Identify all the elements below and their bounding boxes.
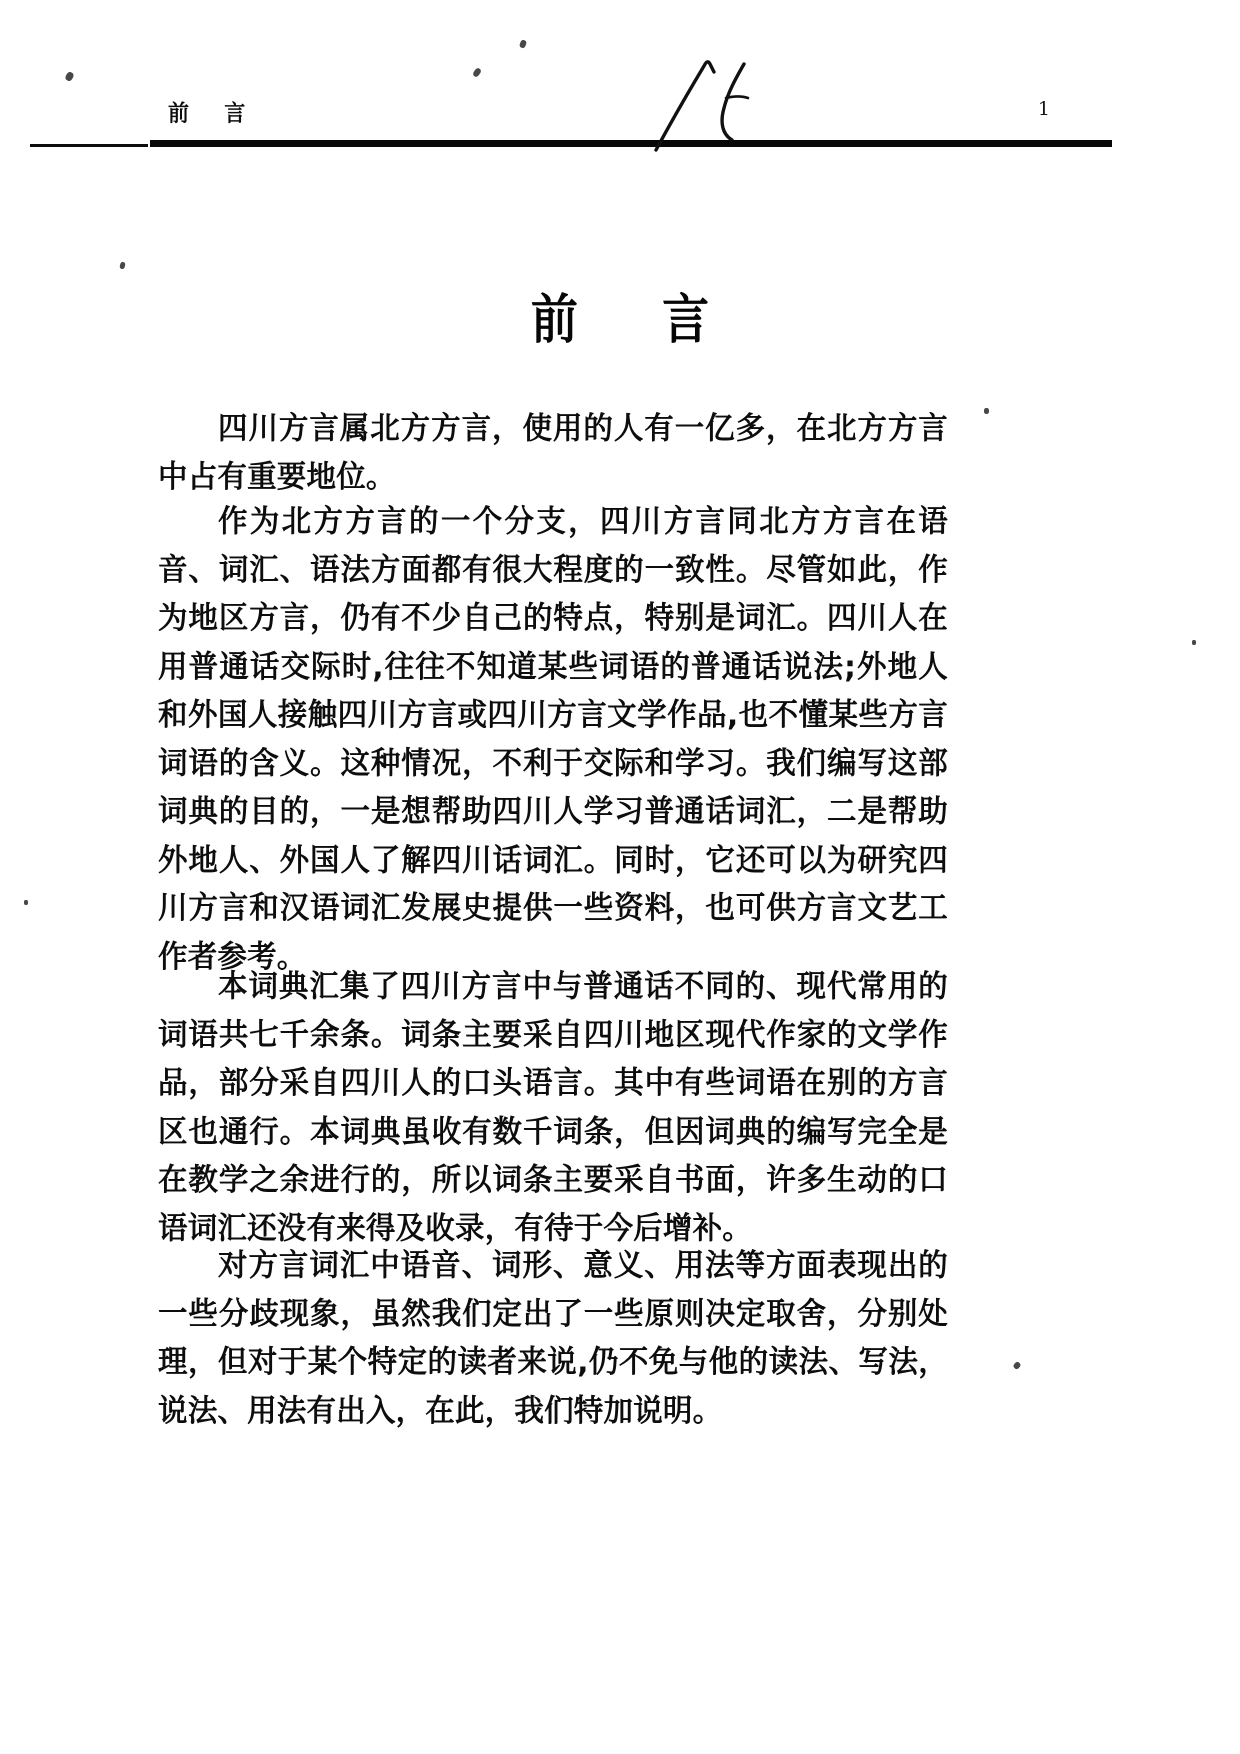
header-rule-stub: [30, 144, 148, 147]
paragraph: 对方言词汇中语音、词形、意义、用法等方面表现出的一些分歧现象，虽然我们定出了一些原则决定取舍，分别处理，但对于某个特定的读者来说,仍不免与他的读法、写法，说法、用法有出入，在此，我们特加说明。: [158, 1247, 948, 1428]
scan-speck: [1012, 1361, 1021, 1370]
paragraph: 四川方言属北方方言，使用的人有一亿多，在北方方言中占有重要地位。: [158, 410, 948, 494]
scan-speck: [1192, 640, 1196, 645]
scan-speck: [119, 261, 126, 269]
running-head: [0, 96, 1240, 150]
scan-speck: [472, 67, 482, 78]
scan-speck: [984, 408, 989, 414]
scan-speck: [64, 71, 74, 82]
page-title: 前 言: [530, 289, 744, 351]
header-rule: [150, 140, 1112, 147]
paragraph: 作为北方方言的一个分支，四川方言同北方方言在语音、词汇、语法方面都有很大程度的一致性。尽管如此，作为地区方言，仍有不少自己的特点，特别是词汇。四川人在用普通话交际时,往往不知道某些词语的普通话说法;外地人和外国人接触四川方言或四川方言文学作品,也不懂某些方言词语的含义。这种情况，不利于交际和学习。我们编写这部词典的目的，一是想帮助四川人学习普通话词汇，二是帮助外地人、外国人了解四川话词汇。同时，它还可以为研究四川方言和汉语词汇发展史提供一些资料，也可供方言文艺工作者参考。: [158, 503, 948, 974]
running-head-label: 前 言: [168, 100, 260, 127]
paragraph: 本词典汇集了四川方言中与普通话不同的、现代常用的词语共七千余条。词条主要采自四川地区现代作家的文学作品，部分采自四川人的口头语言。其中有些词语在别的方言区也通行。本词典虽收有数千词条，但因词典的编写完全是在教学之余进行的，所以词条主要采自书面，许多生动的口语词汇还没有来得及收录，有待于今后增补。: [158, 968, 948, 1246]
scan-speck: [519, 39, 527, 49]
body-text: [158, 404, 948, 1427]
page-number: 1: [1037, 98, 1050, 120]
scan-speck: [24, 900, 28, 905]
